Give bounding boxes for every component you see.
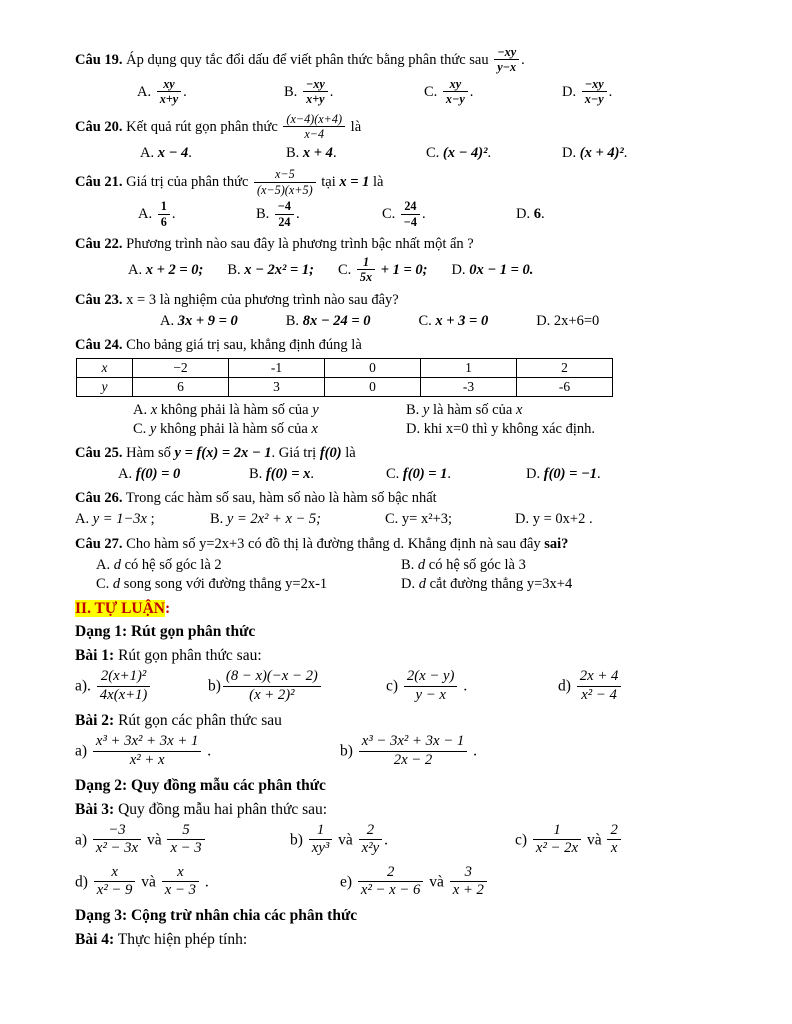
item-b: b) $\frac{1}{\text{xy³}}$ và $\frac{2}{\text{x²y}}$ . <box>290 822 389 857</box>
option-a: A. y = 1−3x ; <box>75 511 155 528</box>
fraction: $\frac{1}{6}$ <box>158 199 170 229</box>
question-27-options <box>75 556 722 594</box>
option-b: B. $\frac{-4}{24}$ . <box>256 199 300 229</box>
option-a: A. x + 2 = 0; <box>128 262 204 279</box>
table-row-y <box>77 377 613 396</box>
fraction: $\frac{2(x - y)}{y - x}$ <box>404 668 458 704</box>
fraction: $\frac{2}{\text{x²y}}$ <box>359 822 382 858</box>
fraction: $\frac{-xy}{x-y}$ <box>582 77 607 107</box>
option-d: D. f(0) = −1. <box>526 466 601 483</box>
question-25-stem: Câu 25. Hàm số y = f(x) = 2x − 1. Giá trị f(0) là <box>75 445 356 461</box>
question-24 <box>75 336 722 439</box>
fraction: $\frac{\text{x³ − 3x² + 3x − 1}}{2x - 2}$ <box>359 733 467 769</box>
section-heading-tu-luan: II. TỰ LUẬN: <box>75 599 171 617</box>
option-b: B. y = 2x² + x − 5; <box>210 511 322 528</box>
cell: 3 <box>229 377 325 396</box>
cell: −2 <box>133 359 229 378</box>
cell: x <box>77 359 133 378</box>
question-22-options <box>75 256 722 286</box>
fraction: $\frac{1}{\text{x² − 2x}}$ <box>533 822 581 858</box>
item-b: b) $\frac{(8 - x)(-x - 2)}{\text{(x + 2)²}}$ <box>208 669 386 705</box>
fraction: $\frac{(x-4)(x+4)}{x-4}$ <box>283 112 345 142</box>
cell: y <box>77 377 133 396</box>
section-tu-luan <box>75 599 722 951</box>
fraction: $\frac{5}{x - 3}$ <box>167 822 204 858</box>
question-20-options <box>75 144 722 163</box>
exercise-label-bai-1: Bài 1: Rút gọn phân thức sau: <box>75 646 262 664</box>
option-c: C. f(0) = 1. <box>386 466 452 483</box>
option-b: B. x + 4. <box>286 145 337 162</box>
item-c: c) $\frac{2(x - y)}{y - x}$ . <box>386 668 468 703</box>
option-a: A. $\frac{xy}{x+y}$ . <box>137 76 187 107</box>
option-d: D. d cắt đường thẳng y=3x+4 <box>401 575 573 592</box>
question-23-options <box>75 312 722 331</box>
fraction: $\frac{xy}{x+y}$ <box>157 77 181 107</box>
cell: 2 <box>517 359 613 378</box>
heading-dang-1: Dạng 1: Rút gọn phân thức <box>75 623 256 641</box>
question-22 <box>75 235 722 286</box>
fraction: $\frac{-4}{24}$ <box>275 199 294 229</box>
item-e: e) $\frac{2}{\text{x² − x − 6}}$ và $\frac{3}{x + 2}$ <box>340 865 722 901</box>
question-27 <box>75 535 722 594</box>
fraction: $\frac{-3}{\text{x² − 3x}}$ <box>93 822 141 858</box>
option-a: A. f(0) = 0 <box>118 466 181 483</box>
cell: 6 <box>133 377 229 396</box>
question-25-options <box>75 465 722 484</box>
option-d: D. khi x=0 thì y không xác định. <box>406 420 596 437</box>
item-a: a) $\frac{\text{x³ + 3x² + 3x + 1}}{\text{x² + x}}$ . <box>75 733 212 768</box>
option-d: D. y = 0x+2 . <box>515 511 593 528</box>
fraction: $\frac{3}{x + 2}$ <box>450 864 487 900</box>
question-26 <box>75 489 722 529</box>
cell: -6 <box>517 377 613 396</box>
option-b: B. $\frac{-xy}{x+y}$ . <box>284 76 334 107</box>
item-b: b) $\frac{\text{x³ − 3x² + 3x − 1}}{2x - 2}$ . <box>340 733 477 768</box>
fraction: $\frac{xy}{x-y}$ <box>443 77 468 107</box>
question-26-options <box>75 510 722 529</box>
option-b: B. f(0) = x. <box>249 466 315 483</box>
option-c: C. $\frac{1}{5x}$ + 1 = 0; <box>338 255 428 285</box>
option-d: D. 0x − 1 = 0. <box>451 262 534 279</box>
option-d: D. (x + 4)². <box>562 145 628 162</box>
cell: -3 <box>421 377 517 396</box>
fraction: $\frac{\text{2(x+1)²}}{4x(x+1)}$ <box>97 668 151 704</box>
exercise-items-bai-1 <box>75 669 722 705</box>
question-27-stem: Câu 27. Cho hàm số y=2x+3 có đồ thị là đường thẳng d. Khẳng định nà sau đây sai? <box>75 535 569 552</box>
item-a: a). $\frac{\text{2(x+1)²}}{4x(x+1)}$ <box>75 669 208 705</box>
exercise-items-bai-3-row-1 <box>75 823 722 859</box>
cell: 0 <box>325 377 421 396</box>
option-c: C. $\frac{24}{-4}$ . <box>382 199 426 229</box>
option-c: C. x + 3 = 0 <box>418 312 489 329</box>
question-21-options <box>75 200 722 230</box>
question-19-options <box>75 78 722 108</box>
option-b: B. 8x − 24 = 0 <box>285 312 371 329</box>
question-24-options <box>75 401 722 439</box>
question-24-stem: Câu 24. Cho bảng giá trị sau, khẳng định đúng là <box>75 337 362 353</box>
fraction: $\frac{2}{x}$ <box>607 822 620 858</box>
question-25 <box>75 444 722 484</box>
question-23-stem: Câu 23. x = 3 là nghiệm của phương trình nào sau đây? <box>75 291 399 308</box>
option-d: D. 2x+6=0 <box>536 312 600 329</box>
cell: 0 <box>325 359 421 378</box>
option-b: B. d có hệ số góc là 3 <box>401 556 526 573</box>
item-d: d) $\frac{2x + 4}{\text{x² − 4}}$ <box>558 669 722 705</box>
cell: -1 <box>229 359 325 378</box>
cell: 1 <box>421 359 517 378</box>
option-b: B. y là hàm số của x <box>406 401 523 418</box>
question-23 <box>75 291 722 331</box>
item-a: a) $\frac{-3}{\text{x² − 3x}}$ và $\frac{5}{x - 3}$ <box>75 823 290 859</box>
question-20-stem: Câu 20. Kết quả rút gọn phân thức $\frac{(x-4)(x+4)}{x-4}$ là <box>75 111 362 141</box>
question-26-stem: Câu 26. Trong các hàm số sau, hàm số nào là hàm số bậc nhất <box>75 490 437 507</box>
exercise-items-bai-2 <box>75 734 722 770</box>
option-a: A. $\frac{1}{6}$ . <box>138 199 176 229</box>
fraction: $\frac{x}{x - 3}$ <box>162 864 199 900</box>
heading-dang-2: Dạng 2: Quy đồng mẫu các phân thức <box>75 777 326 795</box>
option-c: C. y không phải là hàm số của x <box>133 420 318 437</box>
exercise-label-bai-2: Bài 2: Rút gọn các phân thức sau <box>75 711 282 729</box>
fraction: $\frac{(8 - x)(-x - 2)}{\text{(x + 2)²}}$ <box>223 668 321 704</box>
fraction: $\frac{24}{-4}$ <box>401 199 420 229</box>
fraction: $\frac{2}{\text{x² − x − 6}}$ <box>358 864 423 900</box>
question-19 <box>75 46 722 108</box>
option-a: A. 3x + 9 = 0 <box>160 312 238 329</box>
question-21 <box>75 168 722 230</box>
fraction: $\frac{1}{\text{xy³}}$ <box>309 822 332 858</box>
exercise-items-bai-3-row-2 <box>75 865 722 901</box>
values-table <box>76 358 613 397</box>
exercise-label-bai-3: Bài 3: Quy đồng mẫu hai phân thức sau: <box>75 800 328 818</box>
fraction: $\frac{2x + 4}{\text{x² − 4}}$ <box>577 668 622 704</box>
table-row-x <box>77 359 613 378</box>
item-d: d) $\frac{x}{\text{x² − 9}}$ và $\frac{x}{x - 3}$ . <box>75 863 209 899</box>
fraction: $\frac{\text{x³ + 3x² + 3x + 1}}{\text{x² + x}}$ <box>93 733 201 769</box>
option-c: C. d song song với đường thẳng y=2x-1 <box>96 575 328 592</box>
option-a: A. d có hệ số góc là 2 <box>96 556 222 573</box>
option-a: A. x không phải là hàm số của y <box>133 401 319 418</box>
option-c: C. (x − 4)². <box>426 145 492 162</box>
fraction: $\frac{x-5}{(x-5)(x+5)}$ <box>254 167 316 197</box>
question-21-stem: Câu 21. Giá trị của phân thức $\frac{x-5}{(x-5)(x+5)}$ tại x = 1 là <box>75 167 384 197</box>
question-20 <box>75 113 722 164</box>
question-22-stem: Câu 22. Phương trình nào sau đây là phương trình bậc nhất một ẩn ? <box>75 235 474 252</box>
option-d: D. 6. <box>516 206 545 223</box>
option-d: D. $\frac{-xy}{x-y}$ . <box>562 76 613 107</box>
option-c: C. y= x²+3; <box>385 511 453 528</box>
exercise-label-bai-4: Bài 4: Thực hiện phép tính: <box>75 930 248 948</box>
fraction: $\frac{x}{\text{x² − 9}}$ <box>94 864 136 900</box>
item-c: c) $\frac{1}{\text{x² − 2x}}$ và $\frac{2}{x}$ <box>515 823 722 859</box>
question-19-stem: Câu 19. Áp dụng quy tắc đổi dấu để viết phân thức bằng phân thức sau $\frac{-xy}{y-x}$ . <box>75 45 525 75</box>
fraction: $\frac{-xy}{y-x}$ <box>494 45 519 75</box>
fraction: $\frac{1}{5x}$ <box>357 255 375 285</box>
heading-dang-3: Dạng 3: Cộng trừ nhân chia các phân thức <box>75 907 358 925</box>
option-c: C. $\frac{xy}{x-y}$ . <box>424 76 474 107</box>
fraction: $\frac{-xy}{x+y}$ <box>303 77 328 107</box>
option-a: A. x − 4. <box>140 145 192 162</box>
option-b: B. x − 2x² = 1; <box>227 262 314 279</box>
